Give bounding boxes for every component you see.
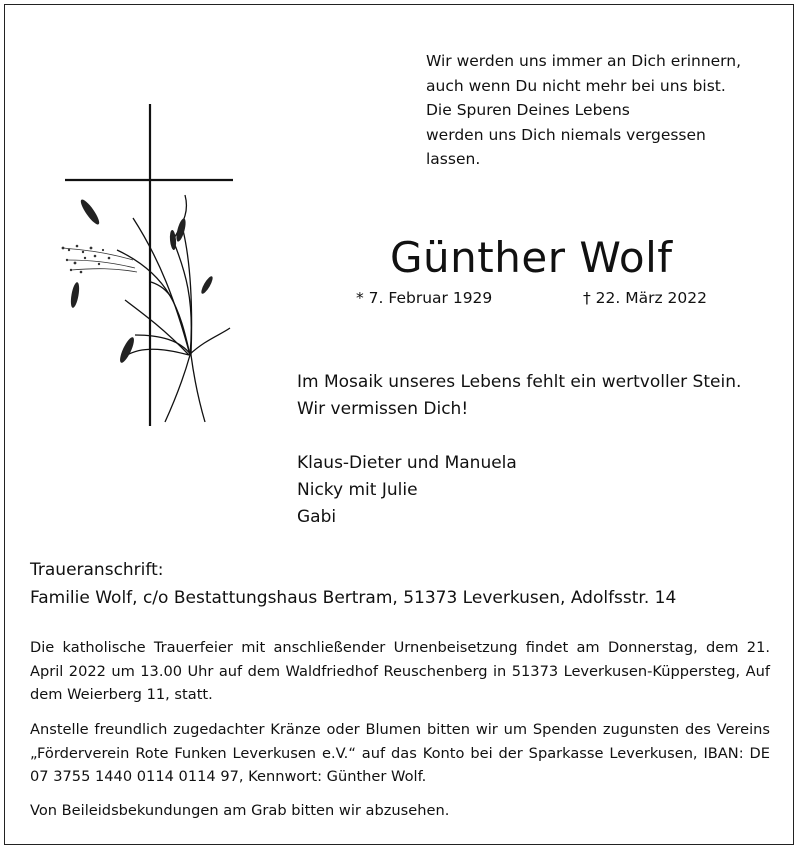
funeral-info-paragraph: Die katholische Trauerfeier mit anschließender Urnenbeisetzung findet am Donnerstag, dem 21. April 2022 um 13.00 Uhr auf dem Waldfriedhof Reuschenberg in 51373 Leverkusen-Küppersteg, Auf dem Weierberg 11, statt. [30,639,770,704]
poem-line: auch wenn Du nicht mehr bei uns bist. [426,76,726,95]
poem-line: werden uns Dich niemals vergessen [426,125,706,144]
mourning-address [30,556,676,612]
cross-with-wheat-icon [55,100,245,430]
poem-line: Wir werden uns immer an Dich erinnern, [426,52,742,70]
poem-line: Die Spuren Deines Lebens [426,101,630,119]
condolence-note: Von Beileidsbekundungen am Grab bitten wir abzusehen. [30,802,450,819]
address-label: Traueranschrift: [30,560,164,580]
mourner-name: Gabi [297,507,337,527]
birth-date: * 7. Februar 1929 [356,289,493,307]
quote-line: Im Mosaik unseres Lebens fehlt ein wertvoller Stein. [297,372,742,392]
mourner-name: Nicky mit Julie [297,480,418,500]
donation-paragraph: Anstelle freundlich zugedachter Kränze oder Blumen bitten wir um Spenden zugunsten des Vereins „Förderverein Rote Funken Leverkusen e.V.“ auf das Konto bei der Sparkasse Leverkusen, IBAN: DE 07 3755 1440 0114 0114 97, Kennwort: Günther Wolf. [30,721,770,786]
mourners-list [297,450,517,531]
memorial-quote [297,369,741,423]
poem-line: lassen. [426,150,481,168]
quote-line: Wir vermissen Dich! [297,399,469,419]
address-text: Familie Wolf, c/o Bestattungshaus Bertram, 51373 Leverkusen, Adolfsstr. 14 [30,588,677,608]
deceased-name: Günther Wolf [390,233,673,282]
mourner-name: Klaus-Dieter und Manuela [297,453,517,473]
poem [426,49,741,172]
death-date: † 22. März 2022 [583,289,708,307]
